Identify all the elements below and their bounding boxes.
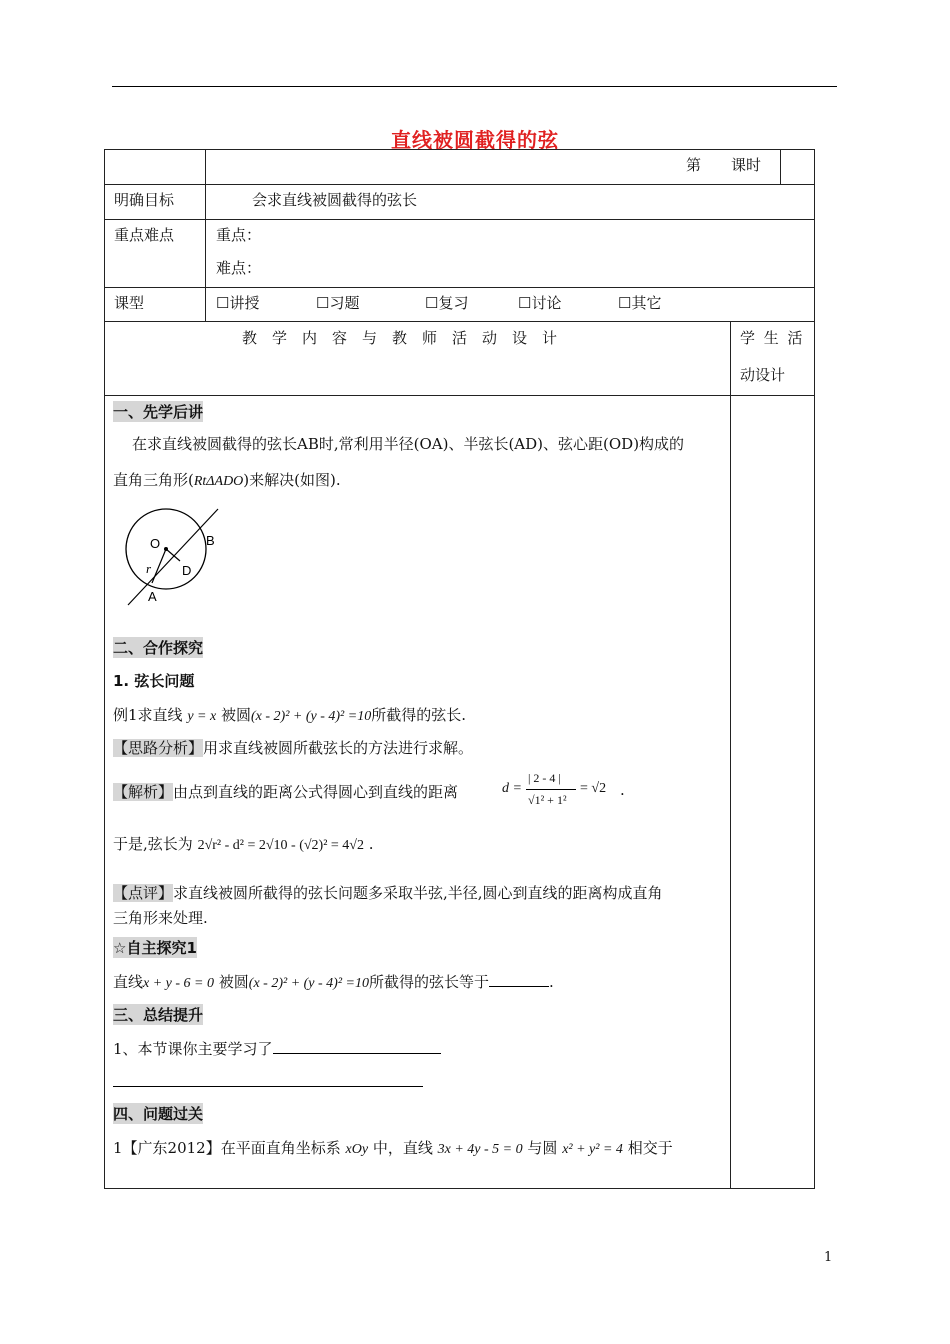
fraction-bar	[526, 789, 576, 790]
distance-symbol: d =	[502, 781, 522, 796]
distance-denominator: √1² + 1²	[528, 793, 567, 807]
section-1-para-2: 直角三角形(RtΔADO)来解决(如图).	[113, 471, 341, 489]
goal-text: 会求直线被圆截得的弦长	[252, 191, 418, 209]
lesson-cell	[780, 149, 815, 185]
solution-line: 【解析】由点到直线的距离公式得圆心到直线的距离	[113, 783, 459, 801]
label-d: D	[182, 563, 192, 578]
header-rule	[112, 86, 837, 87]
key-content-cell	[205, 219, 815, 288]
lesson-plan-table	[104, 149, 815, 1189]
summary-line: 1、本节课你主要学习了	[113, 1038, 441, 1059]
self-study-title: ☆自主探究1	[113, 939, 197, 957]
type-option-review[interactable]: ☐复习	[425, 294, 469, 312]
type-options-cell	[205, 287, 815, 322]
label-a: A	[148, 589, 157, 604]
chord-diagram	[118, 503, 228, 607]
segment-od	[166, 549, 180, 561]
self-study-question: 直线x + y - 6 = 0 被圆(x - 2)² + (y - 4)² =10所截得的弦长等于 .	[113, 973, 554, 991]
type-option-exercise[interactable]: ☐习题	[316, 294, 360, 312]
label-r: r	[146, 561, 152, 576]
student-header-line1: 学 生 活	[740, 329, 805, 347]
section-4-title: 四、问题过关	[113, 1105, 204, 1123]
question-1: 1【广东2012】在平面直角坐标系 xOy 中，直线 3x + 4y - 5 = 0 与圆 x² + y² = 4 相交于	[113, 1139, 673, 1157]
document-title: 直线被圆截得的弦	[391, 128, 559, 152]
answer-blank[interactable]	[489, 972, 549, 987]
type-option-other[interactable]: ☐其它	[618, 294, 662, 312]
analysis-line: 【思路分析】用求直线被圆所截弦长的方法进行求解。	[113, 739, 474, 757]
solution-period: .	[620, 781, 625, 799]
goal-label: 明确目标	[114, 191, 175, 209]
label-b: B	[206, 533, 215, 548]
distance-result: = √2	[580, 781, 607, 796]
type-label: 课型	[114, 294, 145, 312]
center-point	[164, 547, 168, 551]
label-o: O	[150, 536, 161, 551]
analysis-tag: 【思路分析】	[113, 739, 204, 757]
section-1-title: 一、先学后讲	[113, 403, 204, 421]
comment-tag: 【点评】	[113, 884, 174, 902]
design-header: 教 学 内 容 与 教 师 活 动 设 计	[242, 329, 558, 347]
blank-label-cell	[104, 149, 206, 185]
lesson-number-label: 第 课时	[686, 156, 762, 174]
difficulty-label: 难点：	[216, 259, 262, 277]
comment-line-2: 三角形来处理.	[113, 909, 208, 927]
example-1: 例1求直线 y = x 被圆(x - 2)² + (y - 4)² =10所截得的弦长.	[113, 706, 466, 724]
summary-blank-line-2[interactable]	[113, 1086, 423, 1087]
key-label: 重点难点	[114, 226, 175, 244]
type-option-lecture[interactable]: ☐讲授	[216, 294, 260, 312]
solution-tag: 【解析】	[113, 783, 174, 801]
summary-blank[interactable]	[273, 1039, 441, 1054]
chord-length-line: 于是,弦长为 2√r² - d² = 2√10 - (√2)² = 4√2 .	[113, 835, 374, 853]
student-activity-cell	[730, 395, 815, 1189]
comment-line-1: 【点评】求直线被圆所截得的弦长问题多采取半弦,半径,圆心到直线的距离构成直角	[113, 884, 663, 902]
student-header-line2: 动设计	[740, 366, 786, 384]
section-3-title: 三、总结提升	[113, 1006, 204, 1024]
secant-line	[128, 509, 218, 605]
section-1-para-1: 在求直线被圆截得的弦长AB时,常利用半径(OA)、半弦长(AD)、弦心距(OD)构成的	[132, 435, 685, 453]
page-number: 1	[824, 1250, 833, 1265]
section-2-subtitle: 1. 弦长问题	[113, 672, 195, 690]
section-2-title: 二、合作探究	[113, 639, 204, 657]
key-point-label: 重点：	[216, 226, 262, 244]
distance-numerator: | 2 - 4 |	[528, 771, 561, 785]
type-option-discussion[interactable]: ☐讨论	[518, 294, 562, 312]
